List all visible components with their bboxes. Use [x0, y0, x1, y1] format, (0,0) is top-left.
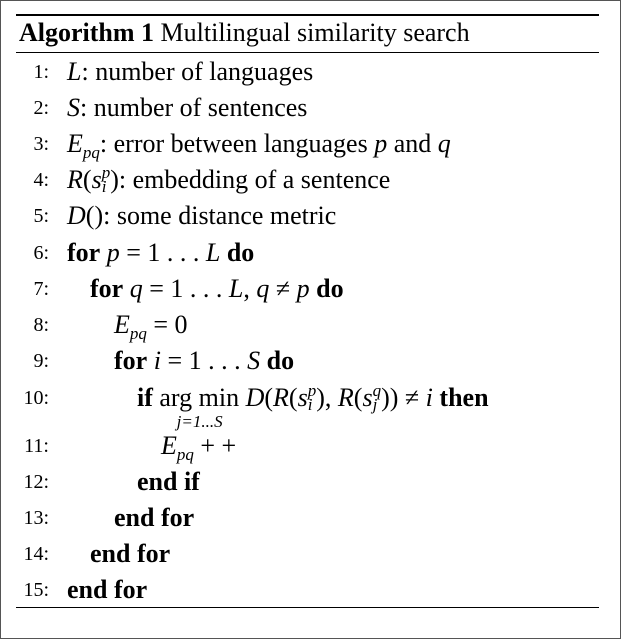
bottom-rule — [16, 607, 599, 608]
line-number: 7: — [33, 278, 49, 300]
caption-rule — [16, 52, 599, 53]
keyword-for: for — [114, 346, 148, 375]
line-number: 5: — [33, 205, 49, 227]
keyword-do: do — [226, 238, 255, 267]
line-code: D(): some distance metric — [67, 201, 337, 230]
line-text: and — [393, 129, 432, 158]
line-text: : embedding of a sentence — [118, 165, 391, 194]
line-code: L: number of languages — [67, 57, 314, 86]
line-number: 14: — [23, 543, 49, 565]
keyword-end-if: end if — [137, 467, 200, 496]
argmin-subscript: j=1...S — [176, 412, 223, 431]
line-text: : some distance metric — [103, 201, 337, 230]
line-text: : number of sentences — [80, 93, 308, 122]
line-code: $E_{pq}$ + + — [161, 431, 237, 465]
algorithm-title: Multilingual similarity search — [160, 18, 470, 47]
line-number: 6: — [33, 242, 49, 264]
keyword-end-for: end for — [90, 539, 171, 568]
line-number: 1: — [33, 61, 49, 83]
line-code: $E_{pq}$: error between languages p and q — [67, 129, 451, 163]
line-text: : error between languages — [99, 129, 368, 158]
keyword-then: then — [439, 383, 489, 412]
keyword-for: for — [67, 238, 101, 267]
line-number: 3: — [33, 133, 49, 155]
keyword-do: do — [266, 346, 295, 375]
keyword-if: if — [137, 383, 153, 412]
line-code: S: number of sentences — [67, 93, 308, 122]
line-number: 4: — [33, 169, 49, 191]
line-text: : number of languages — [81, 57, 314, 86]
line-number: 10: — [23, 387, 49, 409]
line-number: 11: — [24, 435, 49, 457]
keyword-do: do — [316, 274, 344, 303]
line-code: for i = 1 . . . S do — [114, 346, 295, 375]
line-code: for q = 1 . . . L, q ≠ p do — [90, 274, 344, 303]
algorithm-caption — [19, 16, 470, 50]
keyword-end-for: end for — [67, 575, 148, 604]
argmin-arg: arg — [159, 383, 193, 412]
line-code: if arg min j=1...S D(R(s p i ), R(s q j )) ≠ i then — [137, 381, 489, 415]
line-number: 8: — [33, 314, 49, 336]
line-number: 12: — [23, 471, 49, 493]
algorithm-label: Algorithm 1 — [19, 18, 155, 47]
keyword-end-for: end for — [114, 503, 195, 532]
line-number: 9: — [33, 350, 49, 372]
line-number: 15: — [23, 579, 49, 601]
keyword-for: for — [90, 274, 124, 303]
line-code: $E_{pq} = 0$ — [114, 310, 188, 344]
line-number: 2: — [33, 97, 49, 119]
argmin-min: min — [198, 383, 240, 412]
line-code: for p = 1 . . . L do — [67, 238, 255, 267]
line-code: R(s p i ): embedding of a sentence — [67, 163, 391, 196]
line-number: 13: — [23, 507, 49, 529]
